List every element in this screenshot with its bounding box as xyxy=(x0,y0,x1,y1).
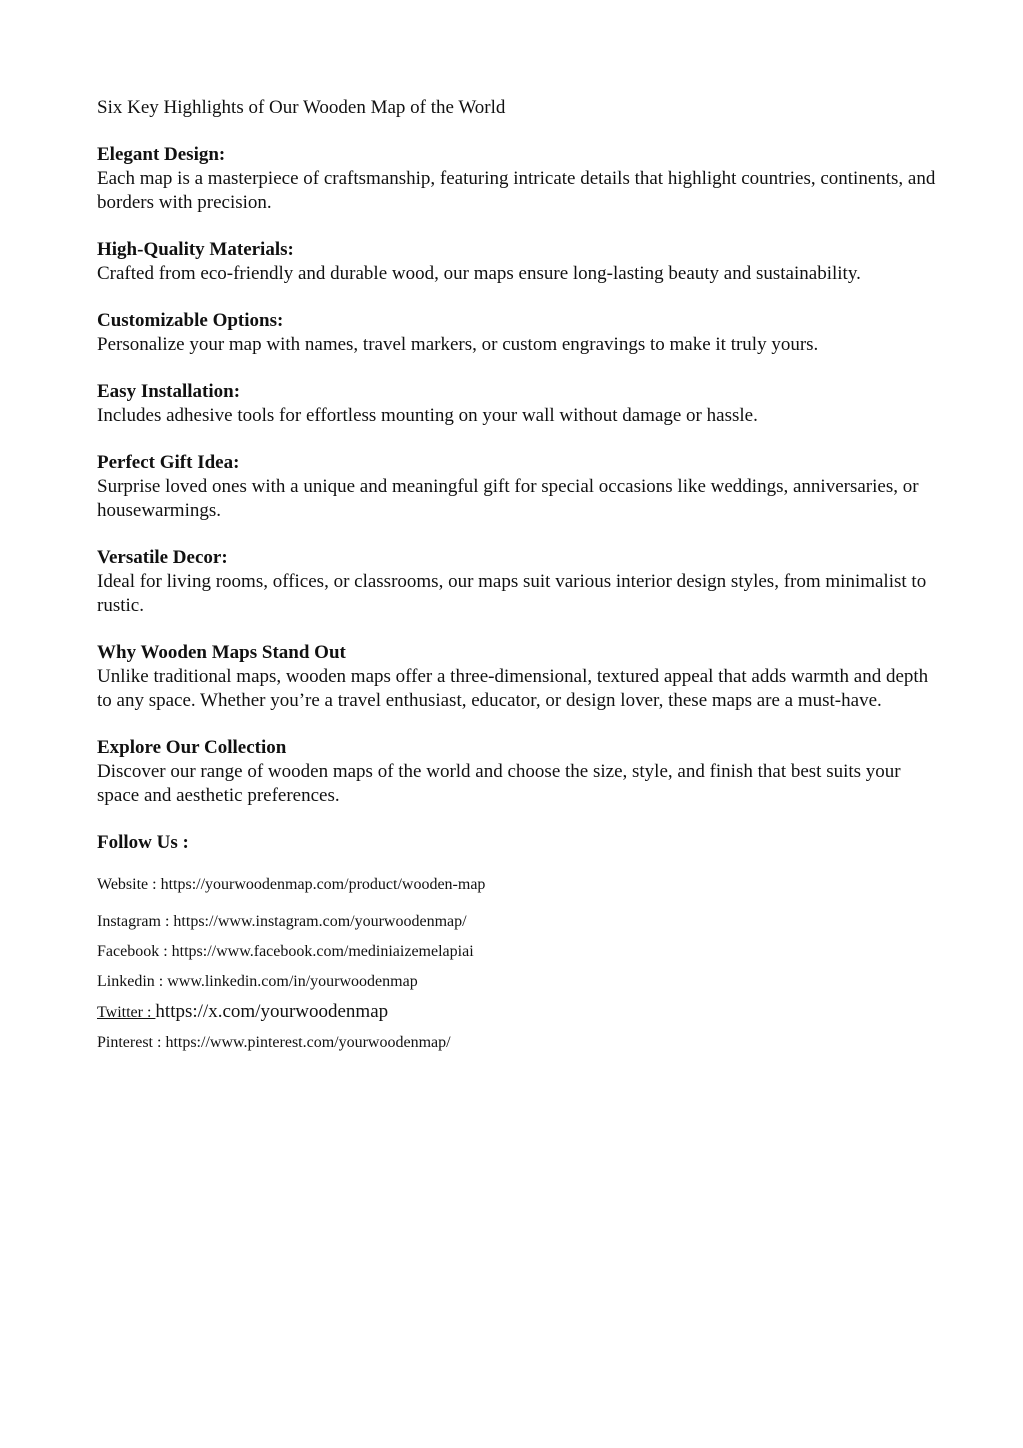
link-url[interactable]: https://www.instagram.com/yourwoodenmap/ xyxy=(173,913,467,930)
link-twitter[interactable] xyxy=(97,1002,937,1023)
section-heading: Customizable Options: xyxy=(97,310,284,331)
section-body: Personalize your map with names, travel markers, or custom engravings to make it truly yours. xyxy=(97,334,819,355)
link-website[interactable] xyxy=(97,875,937,895)
link-url[interactable]: www.linkedin.com/in/yourwoodenmap xyxy=(167,973,418,990)
follow-us-heading: Follow Us : xyxy=(97,832,189,853)
section-body: Ideal for living rooms, offices, or classrooms, our maps suit various interior design styles, from minimalist to rustic. xyxy=(97,571,927,616)
link-url[interactable]: https://www.pinterest.com/yourwoodenmap/ xyxy=(165,1034,451,1051)
link-url[interactable]: https://x.com/yourwoodenmap xyxy=(155,1001,389,1022)
section-heading: Versatile Decor: xyxy=(97,547,228,568)
link-label: Pinterest : xyxy=(97,1034,166,1051)
section-body: Surprise loved ones with a unique and meaningful gift for special occasions like weddings, anniversaries, or housewarmings. xyxy=(97,476,919,521)
section-heading: High-Quality Materials: xyxy=(97,239,294,260)
document-title: Six Key Highlights of Our Wooden Map of the World xyxy=(97,97,506,118)
section-versatile-decor xyxy=(97,546,937,618)
link-label: Linkedin : xyxy=(97,973,168,990)
link-label[interactable]: Twitter : xyxy=(97,1004,156,1021)
link-linkedin[interactable] xyxy=(97,972,937,992)
link-pinterest[interactable] xyxy=(97,1033,937,1053)
link-facebook[interactable] xyxy=(97,942,937,962)
section-body: Unlike traditional maps, wooden maps offer a three-dimensional, textured appeal that adds warmth and depth to any space. Whether you’re a travel enthusiast, educator, or design lover, these maps are a must-have. xyxy=(97,666,929,711)
section-body: Each map is a masterpiece of craftsmanship, featuring intricate details that highlight countries, continents, and borders with precision. xyxy=(97,168,936,213)
section-heading: Explore Our Collection xyxy=(97,737,287,758)
section-explore-collection xyxy=(97,736,937,808)
section-heading: Why Wooden Maps Stand Out xyxy=(97,642,346,663)
link-instagram[interactable] xyxy=(97,912,937,932)
section-perfect-gift-idea xyxy=(97,451,937,523)
section-body: Crafted from eco-friendly and durable wood, our maps ensure long-lasting beauty and sustainability. xyxy=(97,263,861,284)
section-heading: Easy Installation: xyxy=(97,381,241,402)
social-links-list xyxy=(97,875,937,1053)
link-url[interactable]: https://www.facebook.com/mediniaizemelapiai xyxy=(171,943,474,960)
section-heading: Elegant Design: xyxy=(97,144,226,165)
document-page xyxy=(97,96,937,1063)
link-label: Instagram : xyxy=(97,913,174,930)
section-customizable-options xyxy=(97,309,937,357)
section-high-quality-materials xyxy=(97,238,937,286)
section-elegant-design xyxy=(97,143,937,215)
link-url[interactable]: https://yourwoodenmap.com/product/wooden-map xyxy=(160,876,486,893)
section-body: Includes adhesive tools for effortless mounting on your wall without damage or hassle. xyxy=(97,405,758,426)
section-why-wooden-maps xyxy=(97,641,937,713)
section-heading: Perfect Gift Idea: xyxy=(97,452,240,473)
link-label: Facebook : xyxy=(97,943,172,960)
section-body: Discover our range of wooden maps of the world and choose the size, style, and finish that best suits your space and aesthetic preferences. xyxy=(97,761,901,806)
section-easy-installation xyxy=(97,380,937,428)
link-label: Website : xyxy=(97,876,161,893)
